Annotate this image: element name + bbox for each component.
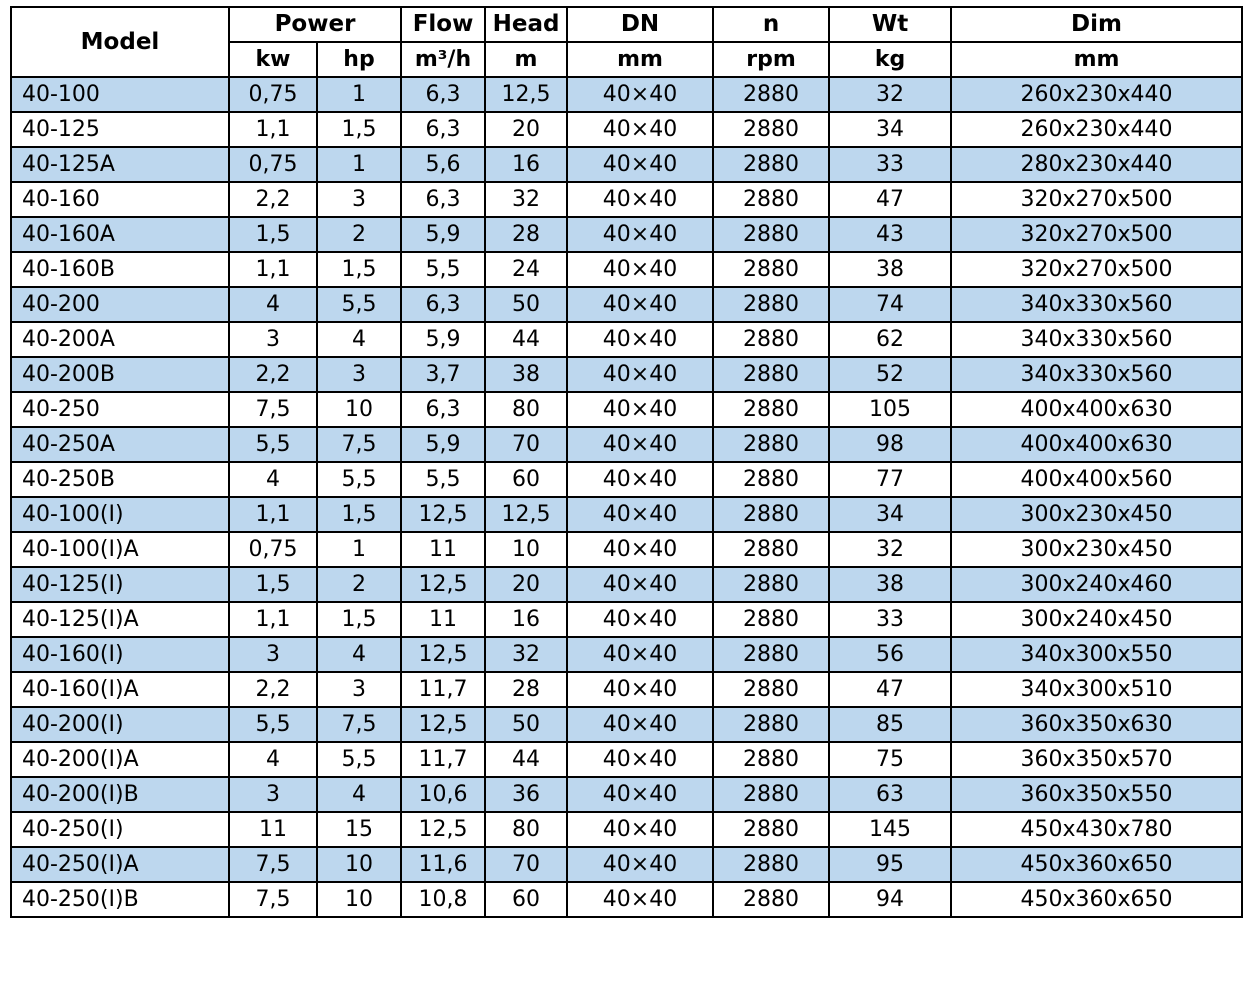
cell-dim: 400x400x630: [951, 427, 1242, 462]
cell-model: 40-250(I): [11, 812, 229, 847]
cell-dim: 300x230x450: [951, 497, 1242, 532]
cell-flow: 6,3: [401, 392, 485, 427]
column-header-dim: Dim: [951, 7, 1242, 42]
cell-dim: 400x400x630: [951, 392, 1242, 427]
column-header-wt: Wt: [829, 7, 951, 42]
cell-head: 24: [485, 252, 567, 287]
unit-header-flow: m³/h: [401, 42, 485, 77]
cell-head: 12,5: [485, 497, 567, 532]
cell-kw: 2,2: [229, 357, 317, 392]
cell-hp: 7,5: [317, 707, 401, 742]
cell-model: 40-250: [11, 392, 229, 427]
cell-head: 16: [485, 602, 567, 637]
cell-flow: 6,3: [401, 112, 485, 147]
cell-wt: 34: [829, 497, 951, 532]
table-row: [11, 672, 1242, 707]
cell-wt: 32: [829, 77, 951, 112]
cell-flow: 5,5: [401, 252, 485, 287]
cell-hp: 4: [317, 777, 401, 812]
cell-hp: 4: [317, 322, 401, 357]
cell-hp: 4: [317, 637, 401, 672]
table-row: [11, 462, 1242, 497]
cell-n: 2880: [713, 462, 829, 497]
cell-wt: 62: [829, 322, 951, 357]
cell-hp: 1: [317, 147, 401, 182]
cell-dn: 40×40: [567, 742, 713, 777]
cell-kw: 7,5: [229, 392, 317, 427]
cell-wt: 32: [829, 532, 951, 567]
cell-dim: 340x300x550: [951, 637, 1242, 672]
cell-flow: 10,8: [401, 882, 485, 917]
cell-head: 16: [485, 147, 567, 182]
cell-dim: 260x230x440: [951, 77, 1242, 112]
column-header-flow: Flow: [401, 7, 485, 42]
cell-n: 2880: [713, 637, 829, 672]
cell-model: 40-250A: [11, 427, 229, 462]
cell-model: 40-160: [11, 182, 229, 217]
cell-kw: 3: [229, 322, 317, 357]
cell-wt: 56: [829, 637, 951, 672]
cell-dim: 360x350x630: [951, 707, 1242, 742]
pump-specification-table: [10, 6, 1243, 918]
cell-kw: 11: [229, 812, 317, 847]
cell-n: 2880: [713, 812, 829, 847]
cell-dn: 40×40: [567, 462, 713, 497]
table-row: [11, 637, 1242, 672]
cell-wt: 75: [829, 742, 951, 777]
cell-head: 32: [485, 637, 567, 672]
cell-head: 70: [485, 847, 567, 882]
table-header: [11, 7, 1242, 77]
table-row: [11, 707, 1242, 742]
cell-flow: 12,5: [401, 812, 485, 847]
cell-wt: 33: [829, 147, 951, 182]
cell-model: 40-250(I)B: [11, 882, 229, 917]
cell-model: 40-250(I)A: [11, 847, 229, 882]
cell-head: 50: [485, 707, 567, 742]
cell-flow: 11,7: [401, 742, 485, 777]
cell-flow: 10,6: [401, 777, 485, 812]
cell-n: 2880: [713, 392, 829, 427]
cell-hp: 2: [317, 567, 401, 602]
table-row: [11, 497, 1242, 532]
column-header-model: Model: [11, 7, 229, 77]
cell-flow: 11,7: [401, 672, 485, 707]
cell-flow: 11: [401, 602, 485, 637]
cell-model: 40-200(I): [11, 707, 229, 742]
cell-n: 2880: [713, 77, 829, 112]
cell-head: 36: [485, 777, 567, 812]
cell-hp: 5,5: [317, 287, 401, 322]
cell-n: 2880: [713, 497, 829, 532]
cell-model: 40-125: [11, 112, 229, 147]
table-row: [11, 287, 1242, 322]
cell-dn: 40×40: [567, 217, 713, 252]
cell-kw: 2,2: [229, 182, 317, 217]
cell-flow: 11: [401, 532, 485, 567]
cell-dim: 320x270x500: [951, 252, 1242, 287]
cell-wt: 77: [829, 462, 951, 497]
cell-model: 40-160B: [11, 252, 229, 287]
cell-n: 2880: [713, 427, 829, 462]
cell-head: 32: [485, 182, 567, 217]
cell-wt: 85: [829, 707, 951, 742]
cell-hp: 1,5: [317, 497, 401, 532]
cell-n: 2880: [713, 672, 829, 707]
column-header-dn: DN: [567, 7, 713, 42]
cell-wt: 47: [829, 182, 951, 217]
cell-flow: 12,5: [401, 707, 485, 742]
cell-hp: 10: [317, 882, 401, 917]
cell-dn: 40×40: [567, 322, 713, 357]
cell-wt: 52: [829, 357, 951, 392]
cell-hp: 5,5: [317, 462, 401, 497]
cell-n: 2880: [713, 147, 829, 182]
cell-kw: 5,5: [229, 707, 317, 742]
cell-dn: 40×40: [567, 147, 713, 182]
cell-dn: 40×40: [567, 847, 713, 882]
cell-dn: 40×40: [567, 392, 713, 427]
unit-header-dn: mm: [567, 42, 713, 77]
cell-n: 2880: [713, 567, 829, 602]
cell-hp: 3: [317, 357, 401, 392]
cell-dn: 40×40: [567, 112, 713, 147]
cell-flow: 6,3: [401, 77, 485, 112]
table-row: [11, 882, 1242, 917]
cell-kw: 0,75: [229, 532, 317, 567]
cell-model: 40-200: [11, 287, 229, 322]
cell-model: 40-125(I)A: [11, 602, 229, 637]
table-row: [11, 147, 1242, 182]
table-row: [11, 182, 1242, 217]
cell-n: 2880: [713, 777, 829, 812]
cell-hp: 1: [317, 77, 401, 112]
cell-head: 10: [485, 532, 567, 567]
cell-head: 60: [485, 462, 567, 497]
cell-dim: 280x230x440: [951, 147, 1242, 182]
cell-kw: 1,5: [229, 217, 317, 252]
cell-kw: 0,75: [229, 147, 317, 182]
cell-n: 2880: [713, 287, 829, 322]
cell-dn: 40×40: [567, 252, 713, 287]
cell-model: 40-125(I): [11, 567, 229, 602]
cell-kw: 2,2: [229, 672, 317, 707]
cell-wt: 43: [829, 217, 951, 252]
table-row: [11, 392, 1242, 427]
cell-dim: 340x300x510: [951, 672, 1242, 707]
cell-wt: 74: [829, 287, 951, 322]
cell-flow: 12,5: [401, 567, 485, 602]
cell-dim: 450x360x650: [951, 882, 1242, 917]
cell-dn: 40×40: [567, 182, 713, 217]
table-row: [11, 77, 1242, 112]
table-row: [11, 742, 1242, 777]
unit-header-hp: hp: [317, 42, 401, 77]
cell-head: 80: [485, 392, 567, 427]
cell-hp: 10: [317, 847, 401, 882]
cell-flow: 12,5: [401, 637, 485, 672]
cell-dim: 360x350x550: [951, 777, 1242, 812]
table-row: [11, 567, 1242, 602]
cell-head: 70: [485, 427, 567, 462]
cell-n: 2880: [713, 707, 829, 742]
cell-head: 20: [485, 567, 567, 602]
cell-head: 20: [485, 112, 567, 147]
cell-hp: 1,5: [317, 252, 401, 287]
cell-dn: 40×40: [567, 77, 713, 112]
cell-wt: 38: [829, 252, 951, 287]
cell-kw: 4: [229, 742, 317, 777]
cell-model: 40-160(I): [11, 637, 229, 672]
cell-model: 40-100(I): [11, 497, 229, 532]
cell-kw: 3: [229, 777, 317, 812]
table-row: [11, 112, 1242, 147]
cell-kw: 4: [229, 462, 317, 497]
cell-flow: 5,5: [401, 462, 485, 497]
cell-head: 28: [485, 672, 567, 707]
unit-header-kw: kw: [229, 42, 317, 77]
cell-flow: 5,9: [401, 322, 485, 357]
cell-flow: 6,3: [401, 287, 485, 322]
column-header-head: Head: [485, 7, 567, 42]
cell-kw: 1,1: [229, 602, 317, 637]
cell-kw: 0,75: [229, 77, 317, 112]
cell-dim: 260x230x440: [951, 112, 1242, 147]
cell-n: 2880: [713, 602, 829, 637]
column-header-n: n: [713, 7, 829, 42]
table-row: [11, 602, 1242, 637]
cell-model: 40-200A: [11, 322, 229, 357]
cell-kw: 5,5: [229, 427, 317, 462]
cell-dn: 40×40: [567, 602, 713, 637]
cell-head: 28: [485, 217, 567, 252]
cell-n: 2880: [713, 182, 829, 217]
cell-wt: 63: [829, 777, 951, 812]
cell-head: 60: [485, 882, 567, 917]
cell-dn: 40×40: [567, 637, 713, 672]
cell-n: 2880: [713, 742, 829, 777]
table-row: [11, 357, 1242, 392]
cell-kw: 7,5: [229, 882, 317, 917]
cell-dim: 450x360x650: [951, 847, 1242, 882]
cell-dn: 40×40: [567, 882, 713, 917]
cell-wt: 34: [829, 112, 951, 147]
cell-n: 2880: [713, 252, 829, 287]
cell-head: 38: [485, 357, 567, 392]
cell-model: 40-100: [11, 77, 229, 112]
cell-n: 2880: [713, 882, 829, 917]
cell-dn: 40×40: [567, 287, 713, 322]
cell-wt: 145: [829, 812, 951, 847]
cell-head: 50: [485, 287, 567, 322]
cell-dim: 360x350x570: [951, 742, 1242, 777]
cell-kw: 1,1: [229, 252, 317, 287]
table-row: [11, 847, 1242, 882]
cell-n: 2880: [713, 322, 829, 357]
cell-dn: 40×40: [567, 707, 713, 742]
cell-flow: 11,6: [401, 847, 485, 882]
cell-model: 40-200(I)B: [11, 777, 229, 812]
cell-model: 40-160(I)A: [11, 672, 229, 707]
cell-model: 40-200(I)A: [11, 742, 229, 777]
cell-hp: 1,5: [317, 602, 401, 637]
cell-dim: 340x330x560: [951, 357, 1242, 392]
cell-kw: 7,5: [229, 847, 317, 882]
cell-hp: 3: [317, 182, 401, 217]
table-row: [11, 777, 1242, 812]
unit-header-head: m: [485, 42, 567, 77]
cell-model: 40-100(I)A: [11, 532, 229, 567]
cell-hp: 1,5: [317, 112, 401, 147]
table-row: [11, 427, 1242, 462]
cell-dn: 40×40: [567, 672, 713, 707]
table-row: [11, 217, 1242, 252]
cell-model: 40-125A: [11, 147, 229, 182]
cell-hp: 10: [317, 392, 401, 427]
cell-hp: 7,5: [317, 427, 401, 462]
cell-head: 80: [485, 812, 567, 847]
cell-kw: 1,1: [229, 112, 317, 147]
cell-hp: 1: [317, 532, 401, 567]
cell-dim: 300x240x460: [951, 567, 1242, 602]
cell-n: 2880: [713, 847, 829, 882]
cell-flow: 6,3: [401, 182, 485, 217]
cell-kw: 4: [229, 287, 317, 322]
cell-wt: 38: [829, 567, 951, 602]
cell-dim: 320x270x500: [951, 182, 1242, 217]
table-body: [11, 77, 1242, 917]
cell-head: 12,5: [485, 77, 567, 112]
cell-dim: 400x400x560: [951, 462, 1242, 497]
cell-wt: 47: [829, 672, 951, 707]
table-row: [11, 532, 1242, 567]
table-row: [11, 812, 1242, 847]
cell-flow: 5,6: [401, 147, 485, 182]
cell-hp: 2: [317, 217, 401, 252]
table-row: [11, 322, 1242, 357]
cell-dim: 320x270x500: [951, 217, 1242, 252]
table-row: [11, 252, 1242, 287]
cell-model: 40-160A: [11, 217, 229, 252]
cell-kw: 1,5: [229, 567, 317, 602]
cell-dn: 40×40: [567, 497, 713, 532]
cell-dn: 40×40: [567, 532, 713, 567]
cell-model: 40-250B: [11, 462, 229, 497]
cell-n: 2880: [713, 357, 829, 392]
cell-dim: 340x330x560: [951, 322, 1242, 357]
cell-flow: 12,5: [401, 497, 485, 532]
unit-header-n: rpm: [713, 42, 829, 77]
cell-head: 44: [485, 742, 567, 777]
cell-wt: 98: [829, 427, 951, 462]
cell-dn: 40×40: [567, 812, 713, 847]
cell-dim: 300x230x450: [951, 532, 1242, 567]
cell-wt: 94: [829, 882, 951, 917]
cell-kw: 3: [229, 637, 317, 672]
unit-header-dim: mm: [951, 42, 1242, 77]
cell-wt: 33: [829, 602, 951, 637]
cell-hp: 3: [317, 672, 401, 707]
cell-n: 2880: [713, 532, 829, 567]
cell-hp: 5,5: [317, 742, 401, 777]
cell-flow: 3,7: [401, 357, 485, 392]
cell-n: 2880: [713, 217, 829, 252]
column-header-power: Power: [229, 7, 401, 42]
cell-dn: 40×40: [567, 567, 713, 602]
cell-head: 44: [485, 322, 567, 357]
cell-n: 2880: [713, 112, 829, 147]
cell-dim: 340x330x560: [951, 287, 1242, 322]
header-row-main: [11, 7, 1242, 42]
cell-dim: 450x430x780: [951, 812, 1242, 847]
cell-wt: 105: [829, 392, 951, 427]
cell-dn: 40×40: [567, 427, 713, 462]
cell-model: 40-200B: [11, 357, 229, 392]
cell-kw: 1,1: [229, 497, 317, 532]
cell-flow: 5,9: [401, 427, 485, 462]
cell-dim: 300x240x450: [951, 602, 1242, 637]
cell-wt: 95: [829, 847, 951, 882]
cell-hp: 15: [317, 812, 401, 847]
cell-dn: 40×40: [567, 777, 713, 812]
unit-header-wt: kg: [829, 42, 951, 77]
cell-flow: 5,9: [401, 217, 485, 252]
cell-dn: 40×40: [567, 357, 713, 392]
